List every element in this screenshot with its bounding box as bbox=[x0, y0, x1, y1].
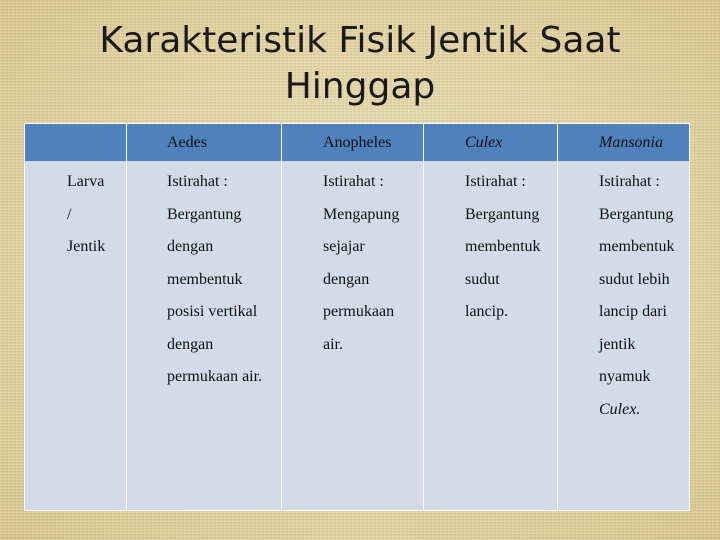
cell-line: sejajar bbox=[323, 238, 365, 255]
cell-line: lancip. bbox=[465, 303, 509, 320]
cell-line: air. bbox=[323, 335, 343, 353]
cell-line: lancip dari bbox=[599, 303, 667, 320]
cell-line: membentuk bbox=[167, 270, 243, 288]
cell-anopheles bbox=[323, 166, 399, 361]
cell-line: dengan bbox=[167, 335, 214, 353]
row-label-cell bbox=[67, 166, 105, 264]
cell-line: Bergantung bbox=[167, 205, 242, 223]
cell-line: sudut bbox=[465, 270, 500, 288]
slide-title bbox=[60, 18, 660, 110]
cell-line: dengan bbox=[323, 270, 370, 288]
cell-line: membentuk bbox=[465, 238, 541, 255]
column-divider bbox=[423, 124, 424, 510]
cell-line: jentik bbox=[599, 335, 636, 353]
slide-title-line1: Karakteristik Fisik Jentik Saat bbox=[99, 20, 621, 61]
column-divider bbox=[281, 124, 282, 510]
cell-line: dengan bbox=[167, 238, 214, 255]
column-divider bbox=[126, 124, 127, 510]
cell-line: Istirahat : bbox=[167, 173, 228, 190]
cell-line: sudut lebih bbox=[599, 270, 670, 288]
characteristics-table bbox=[24, 123, 690, 511]
cell-line: Mengapung bbox=[323, 205, 400, 223]
cell-line: membentuk bbox=[599, 238, 675, 255]
header-culex: Culex bbox=[465, 134, 503, 151]
cell-line: Istirahat : bbox=[465, 173, 526, 190]
cell-mansonia bbox=[599, 166, 675, 426]
cell-line: Istirahat : bbox=[323, 173, 384, 190]
row-label-line: Jentik bbox=[67, 238, 106, 255]
cell-aedes bbox=[167, 166, 262, 394]
header-anopheles: Anopheles bbox=[323, 134, 392, 151]
row-label-line: Larva bbox=[67, 173, 105, 190]
cell-line: Bergantung bbox=[465, 205, 540, 223]
cell-line: posisi vertikal bbox=[167, 303, 258, 320]
cell-line: permukaan air. bbox=[167, 368, 263, 385]
column-divider bbox=[557, 124, 558, 510]
cell-culex bbox=[465, 166, 541, 329]
cell-line: nyamuk bbox=[599, 368, 651, 385]
cell-line: Bergantung bbox=[599, 205, 674, 223]
header-aedes: Aedes bbox=[167, 134, 207, 151]
cell-line: Culex. bbox=[599, 400, 641, 418]
header-mansonia: Mansonia bbox=[599, 134, 663, 151]
cell-line: Istirahat : bbox=[599, 173, 660, 190]
cell-line: permukaan bbox=[323, 303, 395, 320]
slide-title-line2: Hinggap bbox=[284, 66, 436, 107]
row-label-line: / bbox=[67, 205, 72, 223]
